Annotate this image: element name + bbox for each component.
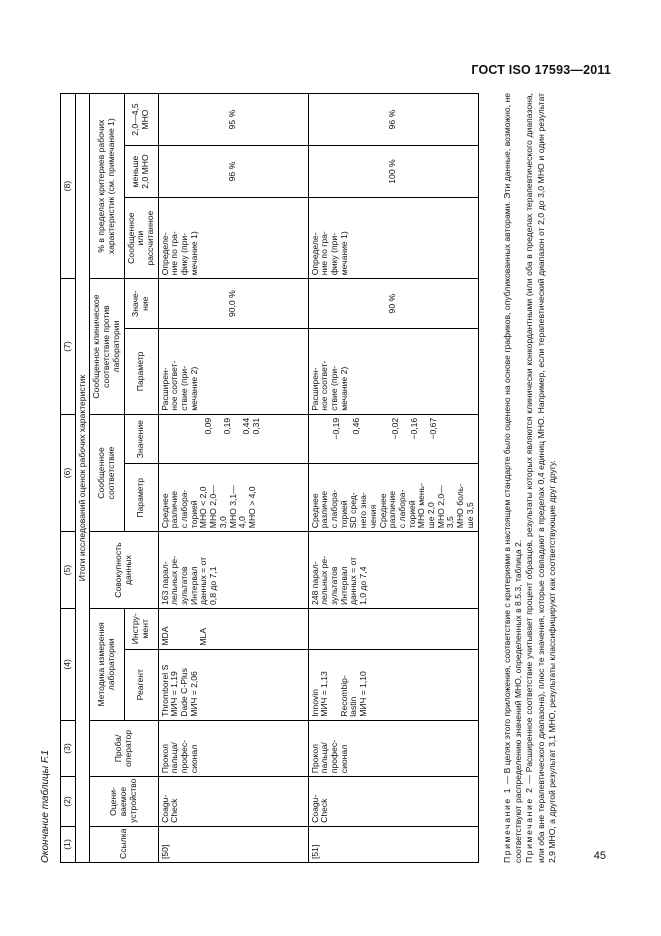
row-reported: Определе- ние по гра- фику (при- мечание 1) [308,198,478,279]
header-percent: % в пределах критериев рабочих характеристик (см. примечание 1) [90,94,124,279]
results-table [60,93,479,863]
row-param6: Среднее различие с лабора- торией SD сред- него зна- чения Среднее различие с лабора- торией МНО мень- ше 2,0 МНО 2,0— 3,5 МНО боль- ше 3,5 [308,464,478,532]
header-value7: Значе- ние [124,279,158,329]
page-number: 45 [593,850,606,862]
row-value6: −0,19 0,46 −0,02 −0,16 −0,67 [308,414,478,464]
row-lt2: 96 % [158,146,308,198]
row-value6: 0,09 0,19 0,44 0,31 [158,414,308,464]
header-row-1 [90,94,124,863]
header-value6: Значение [124,414,158,464]
note-2-text: — Расширенное соответствие учитывает процент образцов, результаты которых являются клинически конкордантными (или оба в пределах терапевтического диапазона, или оба вне терапевтического диапазона), плюс те значения, которые совпадают в пределах 0,4 единиц МНО. Например, если терапевтический диапазон от 2,0 до 3,0 МНО и один результат 2,9 МНО, а другой результат 3,1 МНО, результаты классифицируют как соответствующие друг другу. [524,92,557,863]
col-num-3: (3) [61,720,76,776]
row-ref: [50] [158,826,308,862]
row-value7: 90 % [308,279,478,329]
header-ref: Ссылка [90,826,158,862]
col-num-1: (1) [61,826,76,862]
row-ref: [51] [308,826,478,862]
row-reported: Определе- ние по гра- фику (при- мечание 1) [158,198,308,279]
header-clinical: Сообщенное клиническое соответствие против лаборатории [90,279,124,414]
row-instrument [308,608,478,649]
row-dataset: 248 парал- лельных ре- зультатов Интервал данных = от 1,0 до 7,4 [308,532,478,609]
note-1-label: Примечание 1 [502,786,512,863]
row-range: 96 % [308,94,478,146]
header-range: 2,0—4,5 МНО [124,94,158,146]
note-1 [502,93,524,863]
header-device: Оцени- ваемое устройство [90,777,158,827]
row-instrument-1: MDA [159,626,170,646]
col-num-2: (2) [61,777,76,827]
row-device: Coagu- Check [308,777,478,827]
table-row [158,94,308,863]
row-instrument [158,608,308,649]
col-num-6: (6) [61,414,76,531]
table-caption: Окончание таблицы F.1 [40,749,51,863]
row-reagent: Thromborel S МИЧ = 1,19 Dade C-Plus МИЧ = 2,06 [158,649,308,720]
note-1-text: — В целях этого приложения, соответствие с критериями в настоящем стандарте было оценено на основе графиков, опубликованных авторами. Эти данные, возможно, не соответствуют распределению значений МНО, определенных в 8.5.3, таблица 2. [502,93,524,863]
header-dataset: Совокупность данных [90,532,158,609]
header-reagent: Реагент [124,649,158,720]
row-param7: Расширен- ное соответ- ствие (при- мечание 2) [158,328,308,414]
note-2-label: Примечание 2 [524,786,535,863]
column-number-row [61,94,76,863]
row-sample: Прокол пальца/ профес- сионал [308,720,478,776]
row-sample: Прокол пальца/ профес- сионал [158,720,308,776]
header-method: Методика измерения лаборатории [90,608,124,720]
group-title-row [75,94,90,863]
row-value7: 90,0 % [158,279,308,329]
header-param6: Параметр [124,464,158,532]
table-row [308,94,478,863]
col-num-5: (5) [61,532,76,609]
row-reagent: Innovin МИЧ = 1,13 Recombip- lastin МИЧ = 1,10 [308,649,478,720]
row-lt2: 100 % [308,146,478,198]
col-num-4: (4) [61,608,76,720]
header-agreement: Сообщенное соответствие [90,414,124,531]
header-param7: Параметр [124,328,158,414]
row-param7: Расширен- ное соответ- ствие (при- мечание 2) [308,328,478,414]
row-device: Coagu- Check [158,777,308,827]
rotated-table-page [40,93,596,863]
col-num-7: (7) [61,279,76,414]
row-dataset: 163 парал- лельных ре- зультатов Интервал данных = от 0,8 до 7,1 [158,532,308,609]
header-instrument: Инстру- мент [124,608,158,649]
table-notes [502,93,558,863]
standard-number: ГОСТ ISO 17593—2011 [471,63,611,77]
header-lt2: меньше 2,0 МНО [124,146,158,198]
group-title: Итоги исследований оценок рабочих характеристик [75,94,90,863]
row-instrument-2: MLA [198,627,209,646]
header-sample: Проба/ оператор [90,720,158,776]
row-range: 95 % [158,94,308,146]
header-reported: Сообщенное или рассчитанное [124,198,158,279]
row-param6: Среднее различие с лабора- торией МНО < 2,0 МНО 2,0— 3,0 МНО 3,1— 4,0 МНО > 4,0 [158,464,308,532]
note-2 [524,93,558,863]
col-num-8: (8) [61,94,76,279]
